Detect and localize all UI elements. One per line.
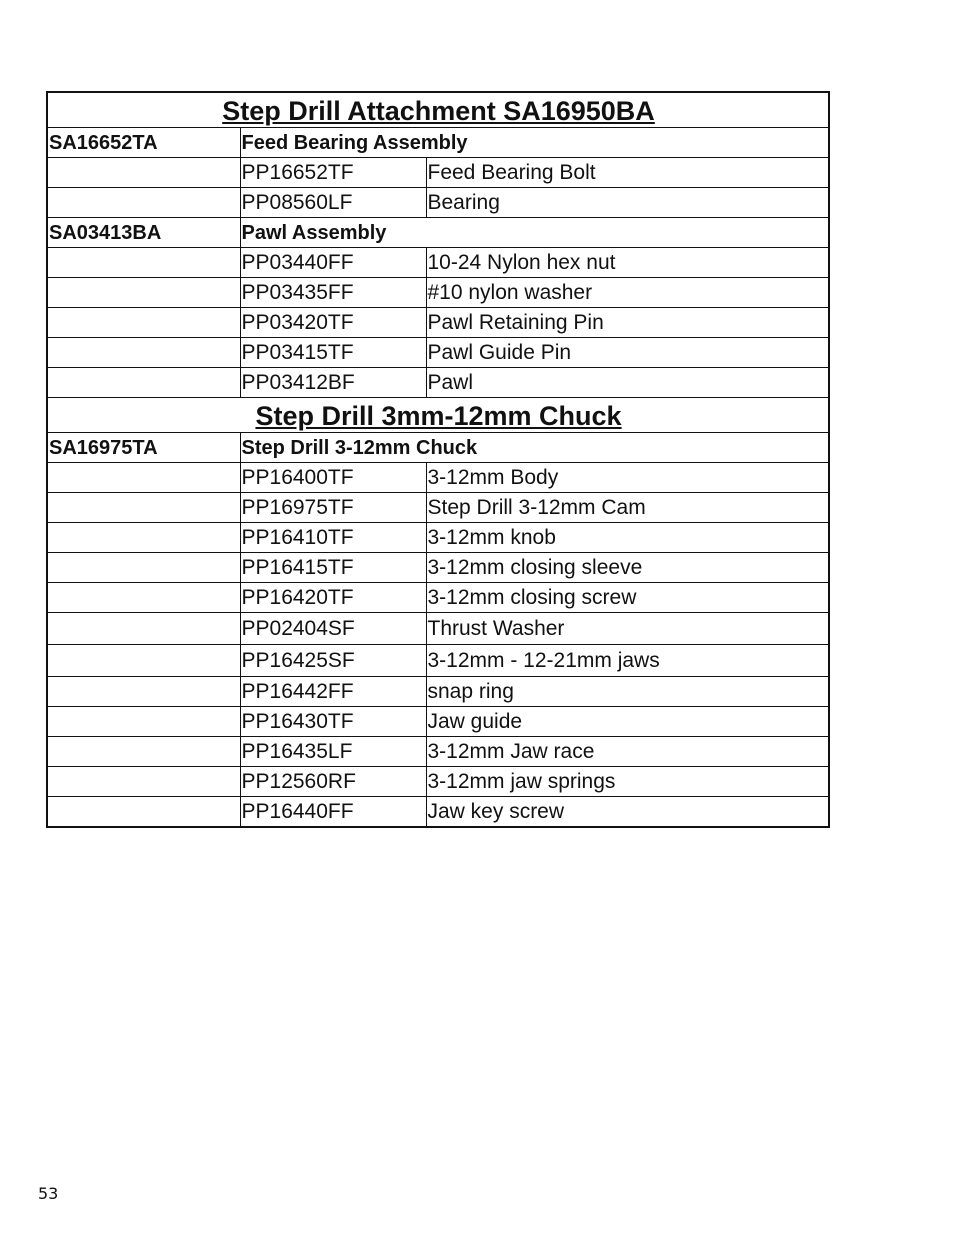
section-title: Step Drill Attachment SA16950BA [47, 92, 829, 128]
part-description: 3-12mm closing screw [426, 583, 829, 613]
part-number: PP16410TF [240, 523, 426, 553]
section-title: Step Drill 3mm-12mm Chuck [47, 398, 829, 433]
part-row [47, 308, 829, 338]
assembly-cell-empty [47, 493, 240, 523]
assembly-cell-empty [47, 677, 240, 707]
part-number: PP12560RF [240, 767, 426, 797]
assembly-number: SA16652TA [47, 128, 240, 158]
assembly-cell-empty [47, 797, 240, 828]
assembly-name: Pawl Assembly [240, 218, 829, 248]
part-number: PP08560LF [240, 188, 426, 218]
part-description: Bearing [426, 188, 829, 218]
part-number: PP16440FF [240, 797, 426, 828]
assembly-cell-empty [47, 308, 240, 338]
section-title-row [47, 92, 829, 128]
part-row [47, 338, 829, 368]
assembly-cell-empty [47, 248, 240, 278]
part-description: 10-24 Nylon hex nut [426, 248, 829, 278]
part-row [47, 493, 829, 523]
part-description: 3-12mm Body [426, 463, 829, 493]
part-description: Step Drill 3-12mm Cam [426, 493, 829, 523]
part-row [47, 645, 829, 677]
part-row [47, 278, 829, 308]
assembly-cell-empty [47, 338, 240, 368]
part-description: 3-12mm Jaw race [426, 737, 829, 767]
part-description: Feed Bearing Bolt [426, 158, 829, 188]
part-row [47, 158, 829, 188]
assembly-cell-empty [47, 767, 240, 797]
assembly-name: Step Drill 3-12mm Chuck [240, 433, 829, 463]
part-number: PP16430TF [240, 707, 426, 737]
part-description: Jaw guide [426, 707, 829, 737]
part-description: Pawl [426, 368, 829, 398]
assembly-cell-empty [47, 553, 240, 583]
section-title-row [47, 398, 829, 433]
assembly-cell-empty [47, 188, 240, 218]
part-number: PP03420TF [240, 308, 426, 338]
part-description: 3-12mm closing sleeve [426, 553, 829, 583]
part-row [47, 613, 829, 645]
part-number: PP16442FF [240, 677, 426, 707]
part-description: Pawl Guide Pin [426, 338, 829, 368]
part-number: PP16652TF [240, 158, 426, 188]
part-number: PP03412BF [240, 368, 426, 398]
assembly-number: SA16975TA [47, 433, 240, 463]
assembly-cell-empty [47, 523, 240, 553]
part-row [47, 737, 829, 767]
part-number: PP02404SF [240, 613, 426, 645]
part-number: PP03440FF [240, 248, 426, 278]
part-row [47, 553, 829, 583]
part-row [47, 583, 829, 613]
parts-list-table [46, 91, 830, 828]
part-row [47, 707, 829, 737]
assembly-cell-empty [47, 707, 240, 737]
part-description: 3-12mm - 12-21mm jaws [426, 645, 829, 677]
assembly-row [47, 433, 829, 463]
part-number: PP03435FF [240, 278, 426, 308]
part-description: 3-12mm knob [426, 523, 829, 553]
part-number: PP16425SF [240, 645, 426, 677]
part-description: 3-12mm jaw springs [426, 767, 829, 797]
page-number: 53 [38, 1184, 59, 1203]
part-row [47, 797, 829, 828]
part-row [47, 463, 829, 493]
part-row [47, 188, 829, 218]
assembly-cell-empty [47, 463, 240, 493]
part-row [47, 248, 829, 278]
part-number: PP16975TF [240, 493, 426, 523]
assembly-name: Feed Bearing Assembly [240, 128, 829, 158]
part-description: snap ring [426, 677, 829, 707]
parts-table-body [47, 92, 829, 827]
assembly-cell-empty [47, 368, 240, 398]
assembly-cell-empty [47, 278, 240, 308]
part-description: #10 nylon washer [426, 278, 829, 308]
assembly-cell-empty [47, 737, 240, 767]
part-row [47, 368, 829, 398]
assembly-cell-empty [47, 613, 240, 645]
assembly-number: SA03413BA [47, 218, 240, 248]
assembly-cell-empty [47, 645, 240, 677]
part-row [47, 767, 829, 797]
part-row [47, 523, 829, 553]
part-number: PP16415TF [240, 553, 426, 583]
assembly-row [47, 218, 829, 248]
part-description: Jaw key screw [426, 797, 829, 828]
part-number: PP16420TF [240, 583, 426, 613]
assembly-row [47, 128, 829, 158]
part-description: Pawl Retaining Pin [426, 308, 829, 338]
part-number: PP16435LF [240, 737, 426, 767]
part-description: Thrust Washer [426, 613, 829, 645]
assembly-cell-empty [47, 158, 240, 188]
part-number: PP16400TF [240, 463, 426, 493]
part-row [47, 677, 829, 707]
part-number: PP03415TF [240, 338, 426, 368]
assembly-cell-empty [47, 583, 240, 613]
